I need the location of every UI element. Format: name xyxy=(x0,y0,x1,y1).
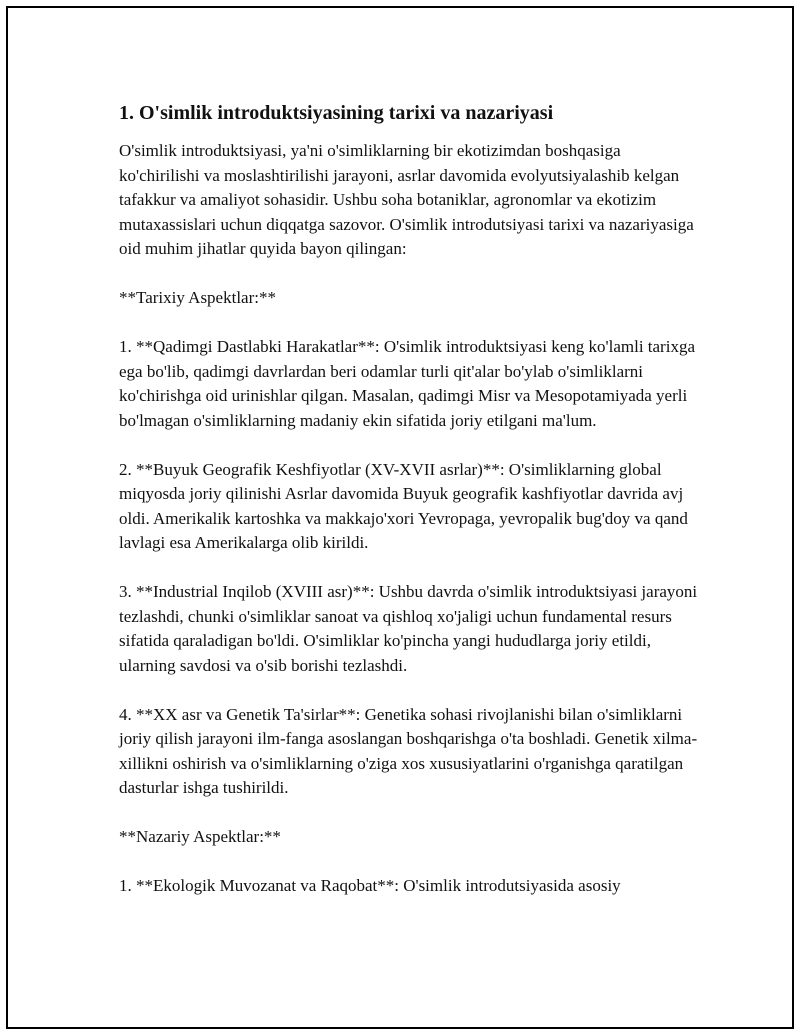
historical-item-3: 3. **Industrial Inqilob (XVIII asr)**: Ushbu davrda o'simlik introduktsiyasi jarayoni tezlashdi, chunki o'simliklar sanoat va qishloq xo'jaligi uchun fundamental resurs sifatida qaraladigan bo'ldi. O'simliklar ko'pincha yangi hududlarga joriy etildi, ularning savdosi va o'sib borishi tezlashdi. xyxy=(119,582,698,675)
intro-paragraph: O'simlik introduktsiyasi, ya'ni o'simliklarning bir ekotizimdan boshqasiga ko'chirilishi va moslashtirilishi jarayoni, asrlar davomida evolyutsiyalashib kelgan tafakkur va amaliyot sohasidir. Ushbu soha botaniklar, agronomlar va ekotizim mutaxassislari uchun diqqatga sazovor. O'simlik introdutsiyasi tarixi va nazariyasiga oid muhim jihatlar quyida bayon qilingan: xyxy=(119,141,694,258)
section-heading-theoretical: **Nazariy Aspektlar:** xyxy=(119,827,281,846)
theoretical-item-1: 1. **Ekologik Muvozanat va Raqobat**: O'simlik introdutsiyasida asosiy xyxy=(119,876,621,895)
historical-item-1: 1. **Qadimgi Dastlabki Harakatlar**: O'simlik introduktsiyasi keng ko'lamli tarixga ega bo'lib, qadimgi davrlardan beri odamlar turli qit'alar bo'ylab o'simliklarni ko'chirishga oid urinishlar qilgan. Masalan, qadimgi Misr va Mesopotamiyada yerli bo'lmagan o'simliklarning madaniy ekin sifatida joriy etilgani ma'lum. xyxy=(119,337,695,430)
document-body xyxy=(119,100,699,899)
section-heading-historical: **Tarixiy Aspektlar:** xyxy=(119,288,276,307)
historical-item-4: 4. **XX asr va Genetik Ta'sirlar**: Genetika sohasi rivojlanishi bilan o'simliklarni joriy qilish jarayoni ilm-fanga asoslangan boshqarishga o'ta boshladi. Genetik xilma-xillikni oshirish va o'simliklarning o'ziga xos xususiyatlarini o'rganishga qaratilgan dasturlar ishga tushirildi. xyxy=(119,704,698,797)
document-title: 1. O'simlik introduktsiyasining tarixi va nazariyasi xyxy=(119,102,554,124)
document-page xyxy=(6,6,794,1029)
historical-item-2: 2. **Buyuk Geografik Keshfiyotlar (XV-XVII asrlar)**: O'simliklarning global miqyosda joriy qilinishi Asrlar davomida Buyuk geografik kashfiyotlar davrida avj oldi. Amerikalik kartoshka va makkajo'xori Yevropaga, yevropalik bug'doy va qand lavlagi esa Amerikalarga olib kirildi. xyxy=(119,459,688,552)
